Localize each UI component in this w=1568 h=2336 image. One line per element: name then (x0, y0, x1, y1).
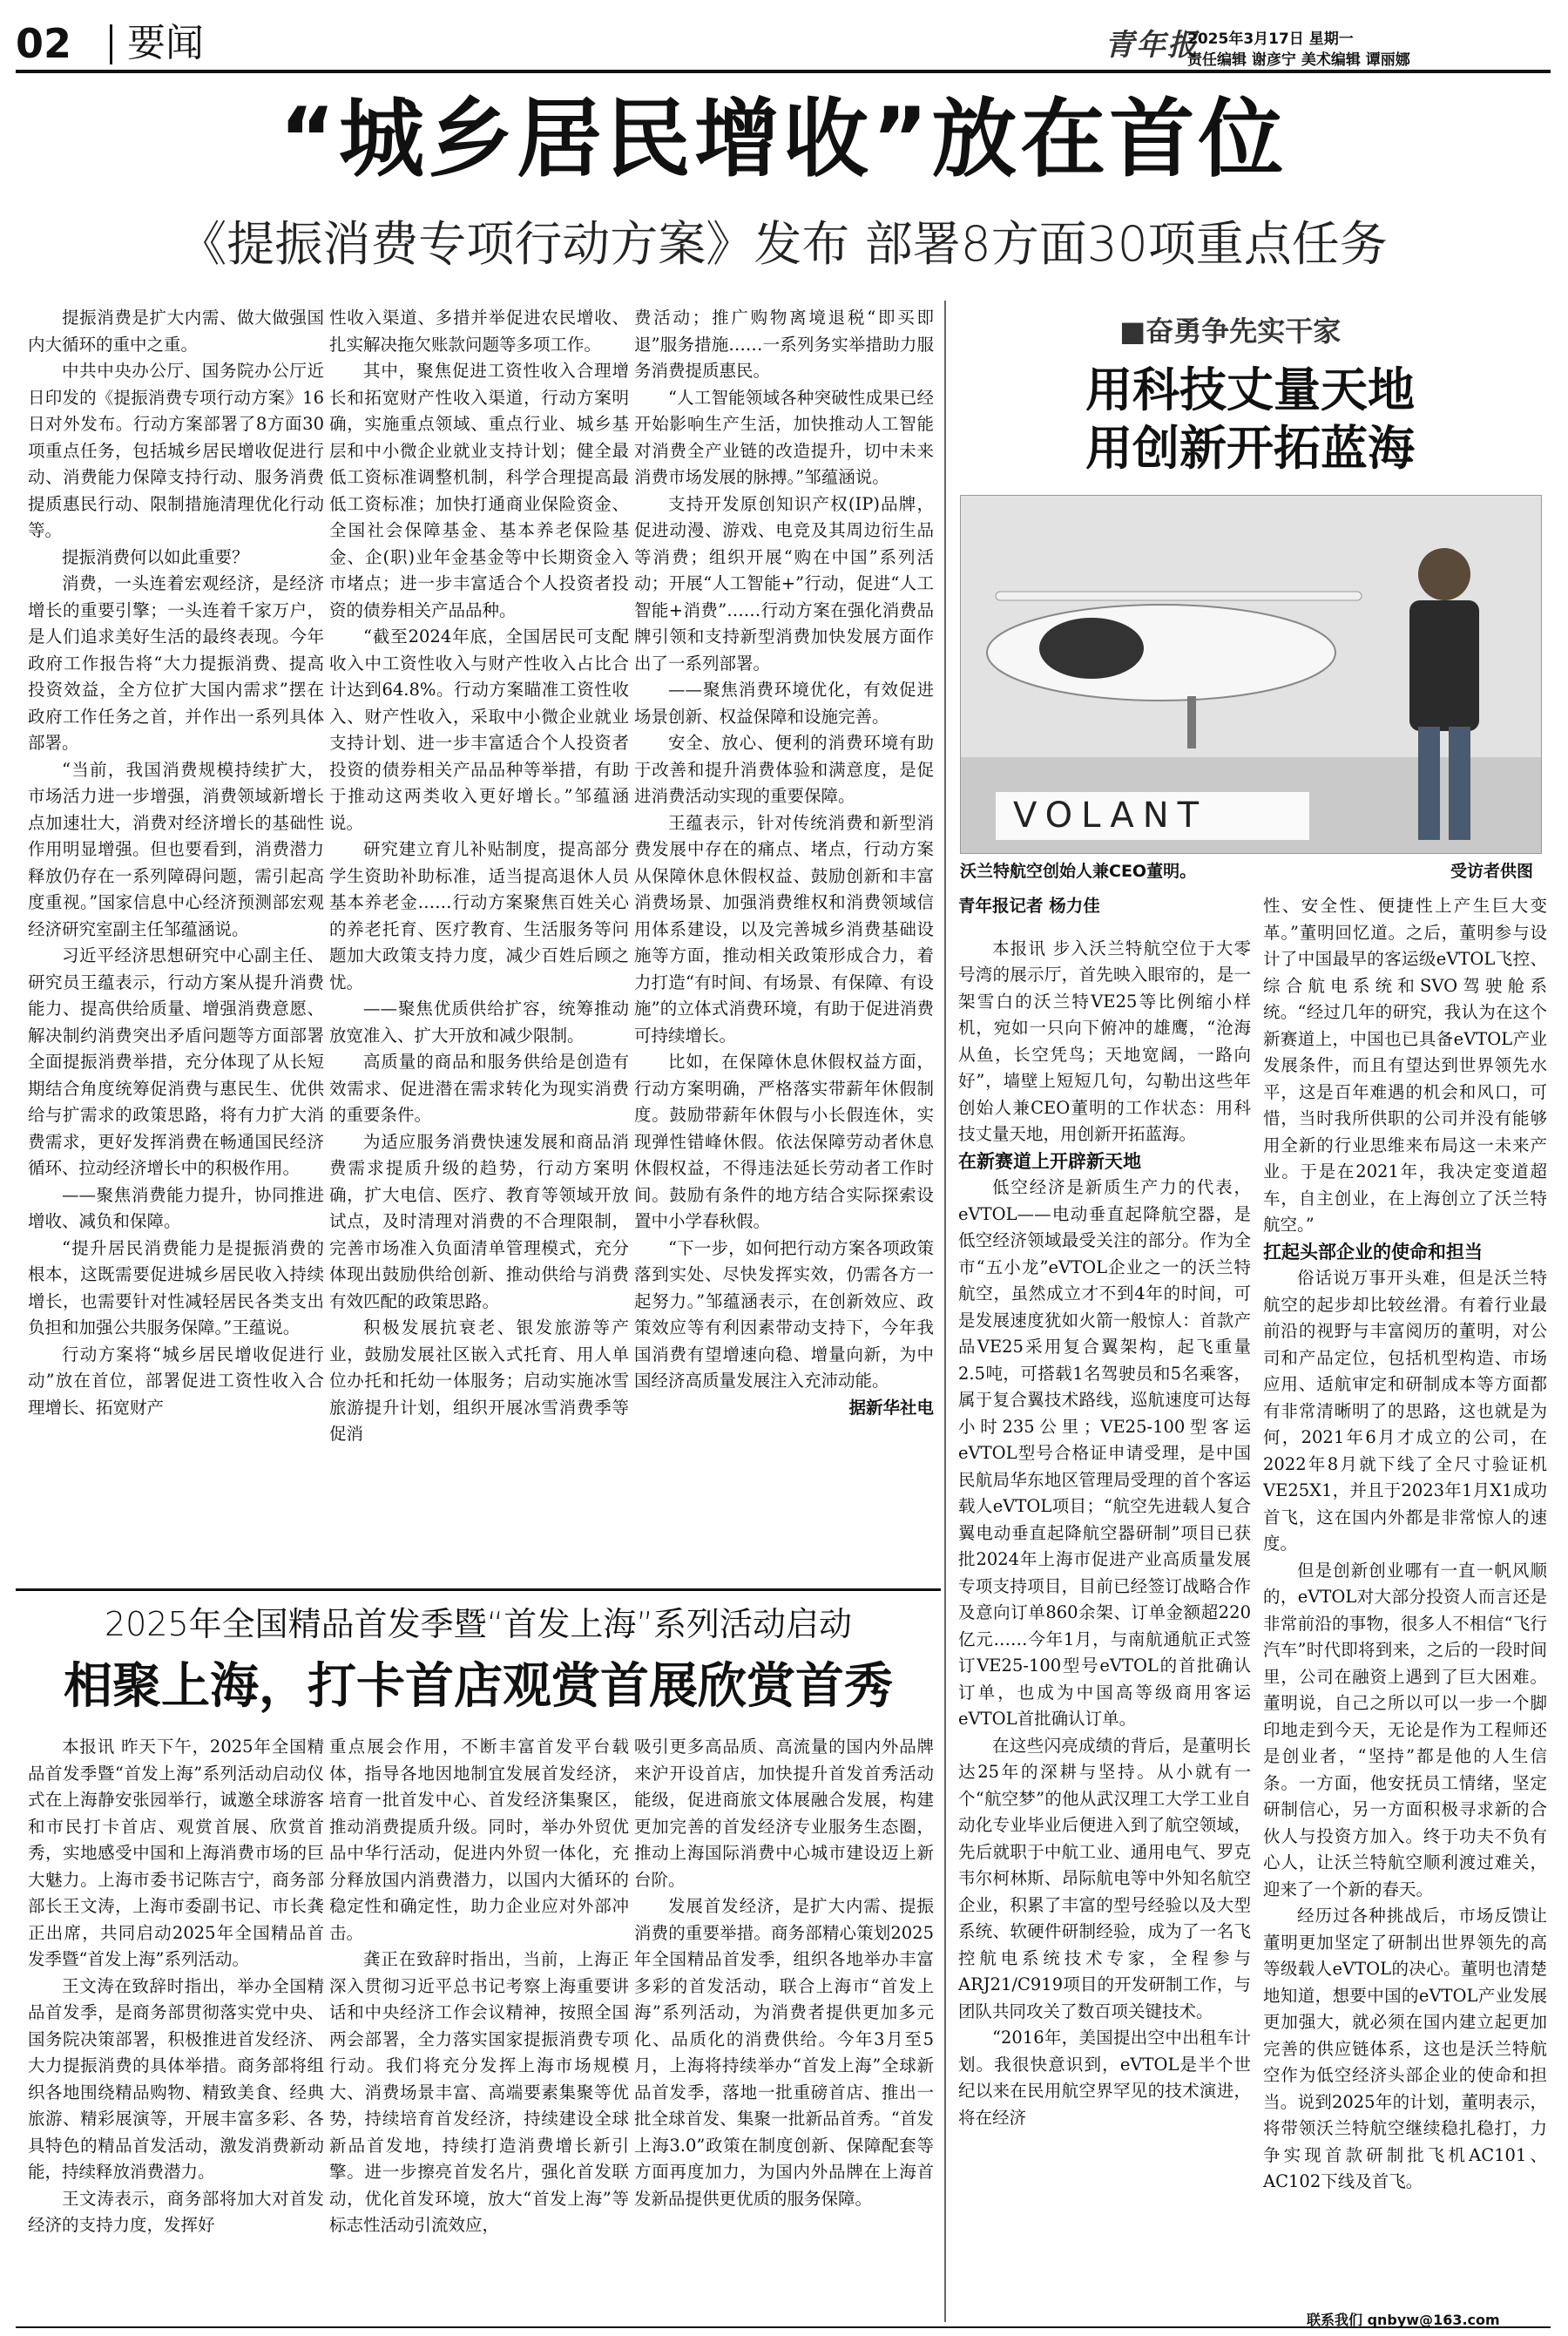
lead-column-2 (329, 305, 629, 1568)
newspaper-logo: 青年报 (1105, 28, 1199, 63)
photo-brand-text: VOLANT (1013, 796, 1208, 836)
paragraph: 费活动；推广购物离境退税“即买即退”服务措施……一系列务实举措助力服务消费提质惠民。 (634, 308, 934, 381)
paragraph: 重点展会作用，不断丰富首发平台载体，指导各地因地制宜发展首发经济，培育一批首发中心、首发经济集聚区，推动消费提质升级。同时，举办外贸优品中华行活动，促进内外贸一体化，充分释放国内消费潜力，以国内大循环的稳定性和确定性，助力企业应对外部冲击。 (329, 1737, 629, 1943)
paragraph: 龚正在致辞时指出，当前，上海正深入贯彻习近平总书记考察上海重要讲话和中央经济工作会议精神，按照全国两会部署，全力落实国家提振消费专项行动。我们将充分发挥上海市场规模大、消费场景丰富、高端要素集聚等优势，持续培育首发经济，持续建设全球新品首发地，持续打造消费增长新引擎。进一步擦亮首发名片，强化首发联动，优化首发环境，放大“首发上海”等标志性活动引流效应， (329, 1949, 629, 2235)
paragraph: 高质量的商品和服务供给是创造有效需求、促进潜在需求转化为现实消费的重要条件。 (329, 1052, 629, 1125)
paragraph: 王蕴表示，针对传统消费和新型消费发展中存在的痛点、堵点，行动方案从保障休息休假权益、鼓励创新和丰富消费场景、加强消费维权和消费领域信用体系建设，以及完善城乡消费基础设施等方面，推动相关政策形成合力，着力打造“有时间、有场景、有保障、有设施”的立体式消费环境，有助于促进消费可持续增长。 (634, 812, 934, 1046)
paragraph: 性收入渠道、多措并举促进农民增收、扎实解决拖欠账款问题等多项工作。 (329, 308, 629, 355)
paragraph: 在这些闪亮成绩的背后，是董明长达25年的深耕与坚持。从小就有一个“航空梦”的他从武汉理工大学工业自动化专业毕业后便进入到了航空领域，先后就职于中航工业、通用电气、罗克韦尔柯林斯、昂际航电等中外知名航空企业，积累了丰富的型号经验以及大型系统、软硬件研制经验，成为了一名飞控航电系统技术专家，全程参与ARJ21/C919项目的开发研制工作，与团队共同攻关了数百项关键技术。 (958, 1735, 1251, 2021)
second-story-column-2 (329, 1734, 629, 2318)
byline: 青年报记者 杨力佳 (958, 896, 1100, 916)
paragraph: 习近平经济思想研究中心副主任、研究员王蕴表示，行动方案从提升消费能力、提高供给质量、增强消费意愿、解决制约消费突出矛盾问题等方面部署全面提振消费举措，充分体现了从长短期结合角度统筹促消费与惠民生、优供给与扩需求的政策思路，将有力扩大消费需求，更好发挥消费在畅通国民经济循环、拉动经济增长中的积极作用。 (28, 945, 324, 1178)
paragraph: 研究建立育儿补贴制度，提高部分学生资助补助标准，适当提高退休人员基本养老金……行动方案聚焦百姓关心的养老托育、医疗教育、生活服务等问题加大政策支持力度，减少百姓后顾之忧。 (329, 839, 629, 992)
section-name: 要闻 (127, 21, 204, 65)
paragraph: 行动方案将“城乡居民增收促进行动”放在首位，部署促进工资性收入合理增长、拓宽财产 (28, 1344, 324, 1418)
paragraph: “人工智能领域各种突破性成果已经开始影响生产生活，加快推动人工智能对消费全产业链的改造提升，切中未来消费市场发展的脉搏。”邹蕴涵说。 (634, 387, 934, 487)
story-divider (16, 1588, 941, 1591)
paragraph: 但是创新创业哪有一直一帆风顺的，eVTOL对大部分投资人而言还是非常前沿的事物，很多人不相信“飞行汽车”时代即将到来，之后的一段时间里，公司在融资上遇到了巨大困难。董明说，自己之所以可以一步一个脚印地走到今天，无论是作为工程师还是创业者，“坚持”都是他的人生信条。一方面，他安抚员工情绪，坚定研制信心，另一方面积极寻求新的合伙人与投资方加入。终于功夫不负有心人，让沃兰特航空顺利渡过难关，迎来了一个新的春天。 (1263, 1560, 1547, 1899)
paragraph: 安全、放心、便利的消费环境有助于改善和提升消费体验和满意度，是促进消费活动实现的重要保障。 (634, 733, 934, 806)
paragraph: 本报讯 步入沃兰特航空位于大零号湾的展示厅，首先映入眼帘的，是一架雪白的沃兰特VE25等比例缩小样机，宛如一只向下俯冲的雄鹰，“沧海从鱼，长空凭鸟；天地宽阔，一路向好”，墙壁上短短几句，勾勒出这些年创始人兼CEO董明的工作状态：用科技丈量天地，用创新开拓蓝海。 (958, 938, 1251, 1144)
paragraph: 性、安全性、便捷性上产生巨大变革。”董明回忆道。之后，董明参与设计了中国最早的客运级eVTOL飞控、综合航电系统和SVO驾驶舱系统。“经过几年的研究，我认为在这个新赛道上，中国也已具备eVTOL产业发展条件，而且有望达到世界领先水平，这是百年难遇的机会和风口，可惜，当时我所供职的公司并没有能够用全新的行业思维来布局这一未来产业。于是在2021年，我决定变道超车，自主创业，在上海创立了沃兰特航空。” (1263, 896, 1547, 1235)
paragraph: 积极发展抗衰老、银发旅游等产业，鼓励发展社区嵌入式托育、用人单位办托和托幼一体服务；启动实施冰雪旅游提升计划，组织开展冰雪消费季等促消 (329, 1317, 629, 1444)
paragraph: 低空经济是新质生产力的代表，eVTOL——电动垂直起降航空器，是低空经济领域最受关注的部分。作为全市“五小龙”eVTOL企业之一的沃兰特航空，虽然成立才不到4年的时间，可是发展速度犹如火箭一般惊人：首款产品VE25采用复合翼架构，起飞重量2.5吨，可搭载1名驾驶员和5名乘客，属于复合翼技术路线，巡航速度可达每小时235公里；VE25-100型客运eVTOL型号合格证申请受理，是中国民航局华东地区管理局受理的首个客运载人eVTOL项目；“航空先进载人复合翼电动垂直起降航空器研制”项目已获批2024年上海市促进产业高质量发展专项支持项目，目前已经签订战略合作及意向订单860余架、订单金额超220亿元……今年1月，与南航通航正式签订VE25-100型号eVTOL的首批确认订单，也成为中国高等级商用客运eVTOL首批确认订单。 (958, 1177, 1251, 1729)
paragraph: 比如，在保障休息休假权益方面，行动方案明确，严格落实带薪年休假制度。鼓励带薪年休假与小长假连休，实现弹性错峰休假。依法保障劳动者休息休假权益，不得违法延长劳动者工作时间。鼓励有条件的地方结合实际探索设置中小学春秋假。 (634, 1052, 934, 1231)
paragraph: 支持开发原创知识产权(IP)品牌，促进动漫、游戏、电竞及其周边衍生品等消费；组织开展“购在中国”系列活动；开展“人工智能+”行动，促进“人工智能+消费”……行动方案在强化消费品牌引领和支持新型消费加快发展方面作出了一系列部署。 (634, 493, 934, 674)
paragraph: 提振消费何以如此重要？ (62, 546, 249, 567)
lead-headline: “城乡居民增收”放在首位 (279, 90, 1288, 189)
news-source: 据新华社电 (848, 1397, 934, 1418)
feature-photo (960, 495, 1542, 854)
footer-contact: 联系我们 qnbyw@163.com (1307, 2312, 1500, 2328)
feature-title-line1: 用科技丈量天地 (1085, 362, 1415, 417)
header-divider (110, 24, 112, 64)
paragraph: 王文涛表示，商务部将加大对首发经济的支持力度，发挥好 (28, 2188, 324, 2235)
feature-subheading: 在新赛道上开辟新天地 (958, 1150, 1141, 1172)
editors-credit: 责任编辑 谢彦宁 美术编辑 谭丽娜 (1187, 51, 1410, 69)
paragraph: “下一步，如何把行动方案各项政策落到实处、尽快发挥实效，仍需各方一起努力。”邹蕴涵表示，在创新效应、政策效应等有利因素带动支持下，今年我国消费有望增速向稳、增量向新，为中国经济高质量发展注入充沛动能。 (634, 1237, 934, 1391)
feature-column-1 (958, 893, 1251, 2322)
second-story-column-3 (634, 1734, 934, 2318)
paragraph: 发展首发经济，是扩大内需、提振消费的重要举措。商务部精心策划2025年全国精品首发季，组织各地举办丰富多彩的首发活动，联合上海市“首发上海”系列活动，为消费者提供更加多元化、品质化的消费供给。今年3月至5月，上海将持续举办“首发上海”全球新品首发季，落地一批重磅首店、推出一批全球首发、集聚一批新品首秀。“首发上海3.0”政策在制度创新、保障配套等方面再度加力，为国内外品牌在上海首发新品提供更优质的服务保障。 (634, 1896, 934, 2209)
feature-tagline: ■奋勇争先实干家 (1119, 315, 1342, 348)
feature-subheading: 扛起头部企业的使命和担当 (1263, 1241, 1483, 1263)
paragraph: ——聚焦消费环境优化，有效促进场景创新、权益保障和设施完善。 (634, 680, 934, 727)
page-header (16, 17, 1551, 73)
lead-column-1 (28, 305, 324, 1568)
issue-date: 2025年3月17日 星期一 (1187, 30, 1354, 48)
paragraph: “2016年，美国提出空中出租车计划。我很快意识到，eVTOL是半个世纪以来在民用航空界罕见的技术演进，将在经济 (958, 2028, 1251, 2128)
paragraph: 王文涛在致辞时指出，举办全国精品首发季，是商务部贯彻落实党中央、国务院决策部署，积极推进首发经济、大力提振消费的具体举措。商务部将组织各地围绕精品购物、精致美食、经典旅游、精彩展演等，开展丰富多彩、各具特色的精品首发活动，激发消费新动能，持续释放消费潜力。 (28, 1975, 324, 2182)
second-story-column-1 (28, 1734, 324, 2318)
paragraph: 消费，一头连着宏观经济，是经济增长的重要引擎；一头连着千家万户，是人们追求美好生活的最终表现。今年政府工作报告将“大力提振消费、提高投资效益，全方位扩大国内需求”摆在政府工作任务之首，并作出一系列具体部署。 (28, 573, 324, 753)
lead-column-3 (634, 305, 934, 1568)
photo-caption: 沃兰特航空创始人兼CEO董明。 (960, 862, 1197, 881)
second-story-kicker: 2025年全国精品首发季暨“首发上海”系列活动启动 (104, 1605, 853, 1643)
paragraph: 为适应服务消费快速发展和商品消费需求提质升级的趋势，行动方案明确，扩大电信、医疗、教育等领域开放试点，及时清理对消费的不合理限制，完善市场准入负面清单管理模式，充分体现出鼓励供给创新、推动供给与消费有效匹配的政策思路。 (329, 1131, 629, 1311)
lead-subheadline: 《提振消费专项行动方案》发布 部署8方面30项重点任务 (179, 216, 1388, 272)
paragraph: “当前，我国消费规模持续扩大，市场活力进一步增强，消费领域新增长点加速壮大，消费对经济增长的基础性作用明显增强。但也要看到，消费潜力释放仍存在一系列障碍问题，需引起高度重视。”国家信息中心经济预测部宏观经济研究室副主任邹蕴涵说。 (28, 759, 324, 939)
paragraph: 中共中央办公厅、国务院办公厅近日印发的《提振消费专项行动方案》16日对外发布。行动方案部署了8方面30项重点任务，包括城乡居民增收促进行动、消费能力保障支持行动、服务消费提质惠民行动、限制措施清理优化行动等。 (28, 361, 324, 540)
paragraph: 本报讯 昨天下午，2025年全国精品首发季暨“首发上海”系列活动启动仪式在上海静安张园举行，诚邀全球游客和市民打卡首店、观赏首展、欣赏首秀，实地感受中国和上海消费市场的巨大魅力。上海市委书记陈吉宁，商务部部长王文涛，上海市委副书记、市长龚正出席，共同启动2025年全国精品首发季暨“首发上海”系列活动。 (28, 1737, 324, 1969)
second-story-headline: 相聚上海，打卡首店观赏首展欣赏首秀 (64, 1658, 893, 1715)
paragraph: “提升居民消费能力是提振消费的根本，这既需要促进城乡居民收入持续增长，也需要针对性减轻居民各类支出负担和加强公共服务保障。”王蕴说。 (28, 1237, 324, 1337)
paragraph: 其中，聚焦促进工资性收入合理增长和拓宽财产性收入渠道，行动方案明确，实施重点领域、重点行业、城乡基层和中小微企业就业支持计划；健全最低工资标准调整机制，科学合理提高最低工资标准；加快打通商业保险资金、全国社会保障基金、基本养老保险基金、企(职)业年金基金等中长期资金入市堵点；进一步丰富适合个人投资者投资的债券相关产品品种。 (329, 361, 629, 620)
paragraph: 俗话说万事开头难，但是沃兰特航空的起步却比较丝滑。有着行业最前沿的视野与丰富阅历的董明，对公司和产品定位，包括机型构造、市场应用、适航审定和研制成本等方面都有非常清晰明了的思路，这也就是为何，2021年6月才成立的公司，在2022年8月就下线了全尺寸验证机VE25X1，并且于2023年1月X1成功首飞，这在国内外都是非常惊人的速度。 (1263, 1268, 1547, 1554)
paragraph: 经历过各种挑战后，市场反馈让董明更加坚定了研制出世界领先的高等级载人eVTOL的决心。董明也清楚地知道，想要中国的eVTOL产业发展更加强大，就必须在国内建立起更加完善的供应链体系，这也是沃兰特航空作为低空经济头部企业的使命和担当。说到2025年的计划，董明表示，将带领沃兰特航空继续稳扎稳打，力争实现首款研制批飞机AC101、AC102下线及首飞。 (1263, 1906, 1547, 2191)
paragraph: 吸引更多高品质、高流量的国内外品牌来沪开设首店，加快提升首发首秀活动能级，促进商旅文体展融合发展，构建更加完善的首发经济专业服务生态圈，推动上海国际消费中心城市建设迈上新台阶。 (634, 1737, 934, 1890)
paragraph: ——聚焦消费能力提升，协同推进增收、减负和保障。 (28, 1184, 324, 1231)
page-number: 02 (16, 20, 72, 67)
aircraft-photo-illustration (961, 496, 1541, 853)
paragraph: ——聚焦优质供给扩容，统筹推动放宽准入、扩大开放和减少限制。 (329, 999, 629, 1046)
feature-title-line2: 用创新开拓蓝海 (1085, 421, 1415, 476)
feature-column-2 (1263, 893, 1547, 2322)
paragraph: “截至2024年底，全国居民可支配收入中工资性收入与财产性收入占比合计达到64.8%。行动方案瞄准工资性收入、财产性收入，采取中小微企业就业支持计划、进一步丰富适合个人投资者投资的债券相关产品品种等举措，有助于推动这两类收入更好增长。”邹蕴涵说。 (329, 626, 629, 833)
paragraph: 提振消费是扩大内需、做大做强国内大循环的重中之重。 (28, 308, 324, 355)
column-divider (944, 301, 946, 2322)
photo-credit: 受访者供图 (1450, 862, 1534, 881)
